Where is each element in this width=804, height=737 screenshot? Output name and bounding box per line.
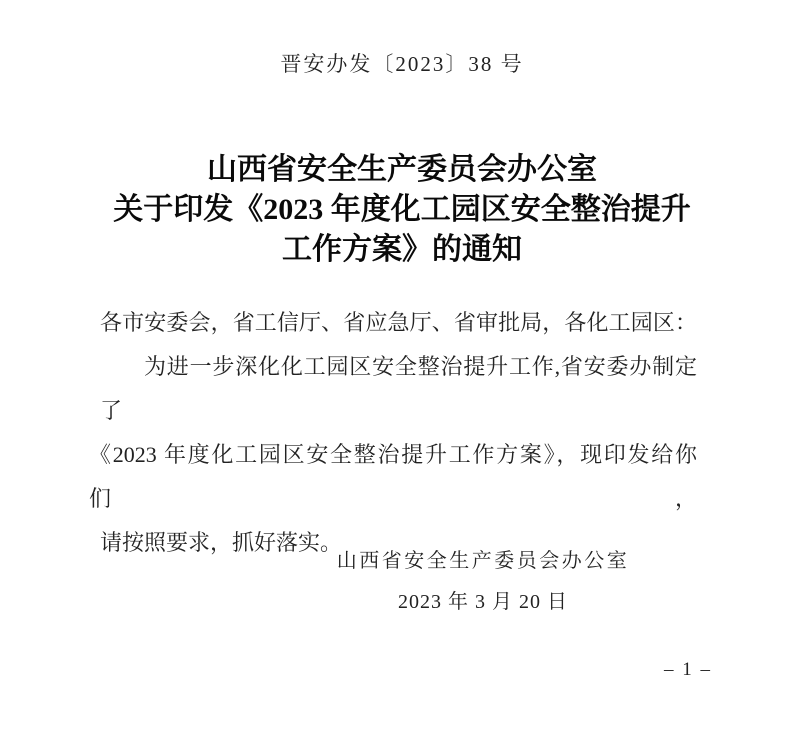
salutation-line: 各市安委会，省工信厅、省应急厅、省审批局，各化工园区： xyxy=(100,310,697,335)
issue-date: 2023 年 3 月 20 日 xyxy=(398,591,568,613)
page-number: – 1 – xyxy=(664,659,712,680)
issuing-authority: 山西省安全生产委员会办公室 xyxy=(336,550,630,572)
document-title xyxy=(0,150,804,270)
document-body xyxy=(89,301,697,565)
paragraph-line-2: 《2023 年度化工园区安全整治提升工作方案》，现印发给你们， xyxy=(89,442,697,511)
signature-block xyxy=(337,541,630,623)
document-number: 晋安办发〔2023〕38 号 xyxy=(280,52,524,76)
paragraph-line-3: 请按照要求，抓好落实。 xyxy=(100,530,343,555)
title-line-2: 关于印发《2023 年度化工园区安全整治提升 xyxy=(113,193,691,226)
paragraph-line-1: 为进一步深化化工园区安全整治提升工作,省安委办制定了 xyxy=(100,354,697,423)
title-line-1: 山西省安全生产委员会办公室 xyxy=(207,153,597,186)
title-line-3: 工作方案》的通知 xyxy=(282,233,522,266)
